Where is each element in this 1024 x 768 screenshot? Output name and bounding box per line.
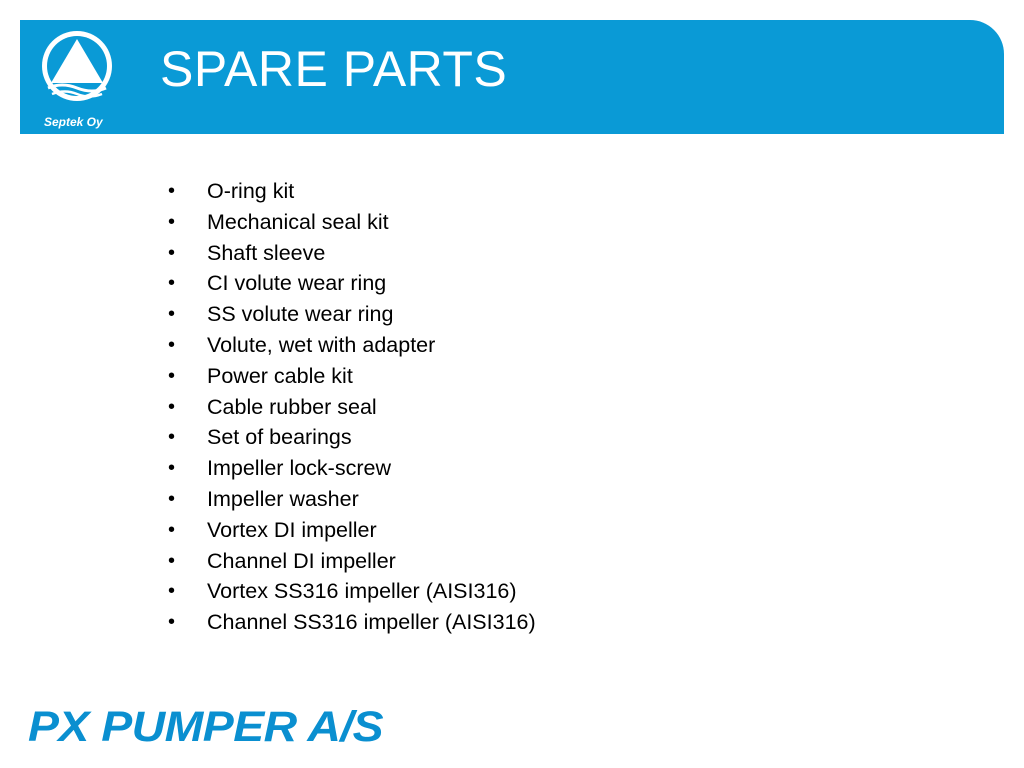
bullet-icon: • — [168, 426, 176, 449]
bullet-icon: • — [168, 180, 176, 202]
bullet-icon: • — [168, 333, 176, 356]
list-item — [168, 546, 536, 577]
list-item — [168, 176, 536, 207]
list-item-label: O-ring kit — [207, 179, 295, 203]
bullet-icon: • — [168, 549, 176, 572]
list-item-label: Channel SS316 impeller (AISI316) — [207, 610, 536, 635]
bullet-icon: • — [168, 395, 176, 418]
list-item-label: Power cable kit — [207, 363, 353, 388]
bullet-icon: • — [168, 457, 176, 480]
list-item-label: Cable rubber seal — [207, 394, 377, 419]
bullet-icon: • — [168, 580, 176, 603]
list-item-label: SS volute wear ring — [207, 302, 394, 327]
list-item — [168, 576, 536, 607]
bullet-icon: • — [168, 210, 176, 233]
list-item — [168, 453, 536, 484]
list-item — [168, 238, 536, 269]
slide-title: SPARE PARTS — [160, 41, 508, 97]
list-item-label: Impeller washer — [207, 486, 359, 511]
list-item-label: Channel DI impeller — [207, 548, 396, 573]
list-item-label: Mechanical seal kit — [207, 209, 389, 234]
list-item — [168, 422, 536, 453]
bullet-icon: • — [168, 364, 176, 387]
logo-wordmark: Septek Oy — [44, 115, 103, 129]
px-pumper-brand-logo: PX PUMPER A/S — [28, 703, 384, 751]
bullet-icon: • — [168, 487, 176, 510]
spare-parts-list — [168, 176, 536, 638]
list-item — [168, 484, 536, 515]
septek-triangle-logo-icon — [32, 26, 122, 130]
bullet-icon: • — [168, 518, 176, 541]
list-item — [168, 515, 536, 546]
list-item-label: Shaft sleeve — [207, 240, 326, 265]
list-item — [168, 207, 536, 238]
list-item — [168, 607, 536, 638]
bullet-icon: • — [168, 241, 176, 264]
list-item-label: Volute, wet with adapter — [207, 332, 436, 357]
list-item — [168, 299, 536, 330]
list-item — [168, 392, 536, 423]
bullet-icon: • — [168, 611, 176, 634]
list-item-label: Impeller lock-screw — [207, 456, 391, 481]
list-item — [168, 361, 536, 392]
list-item-label: Vortex SS316 impeller (AISI316) — [207, 579, 517, 604]
list-item-label: CI volute wear ring — [207, 271, 387, 296]
list-item-label: Set of bearings — [207, 425, 352, 450]
bullet-icon: • — [168, 303, 176, 326]
septek-logo — [32, 26, 122, 130]
bullet-icon: • — [168, 272, 176, 295]
list-item — [168, 268, 536, 299]
list-item — [168, 330, 536, 361]
list-item-label: Vortex DI impeller — [207, 517, 377, 542]
